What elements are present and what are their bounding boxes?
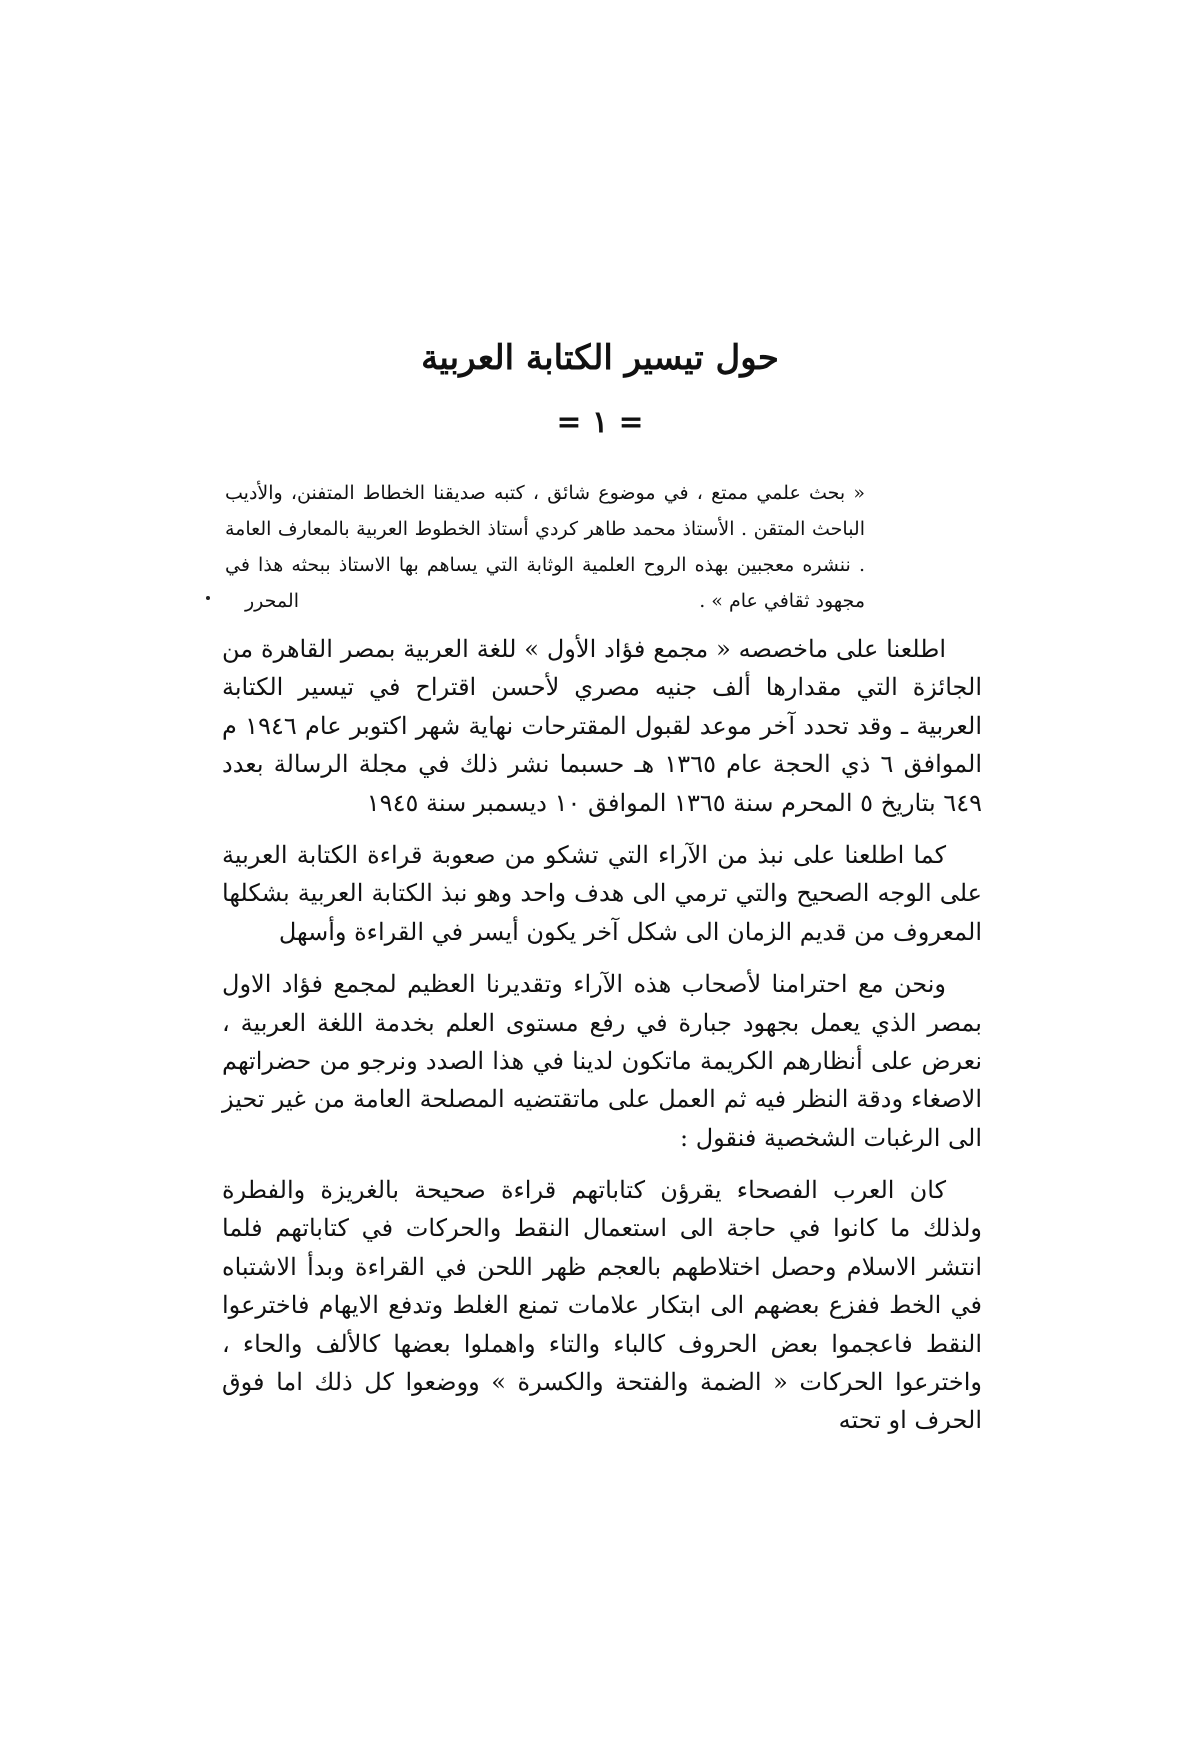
paragraph-3: ونحن مع احترامنا لأصحاب هذه الآراء وتقديرنا العظيم لمجمع فؤاد الاول بمصر الذي يعمل بجهود جبارة في رفع مستوى العلم بخدمة اللغة العربية ، نعرض على أنظارهم الكريمة ماتكون لدينا في هذا الصدد ونرجو من حضراتهم الاصغاء ودقة النظر فيه ثم العمل على ماتقتضيه المصلحة العامة من غير تحيز الى الرغبات الشخصية فنقول : <box>222 970 982 1152</box>
intro-text: « بحث علمي ممتع ، في موضوع شائق ، كتبه صديقنا الخطاط المتفنن، والأديب الباحث المتقن . الأستاذ محمد طاهر كردي أستاذ الخطوط العربية بالمعارف العامة . ننشره معجبين بهذه الروح العلمية الوثابة التي يساهم بها الاستاذ ببحثه هذا في مجهود ثقافي عام » . <box>225 482 865 612</box>
paragraph-2: كما اطلعنا على نبذ من الآراء التي تشكو من صعوبة قراءة الكتابة العربية على الوجه الصحيح والتي ترمي الى هدف واحد وهو نبذ الكتابة العربية بشكلها المعروف من قديم الزمان الى شكل آخر يكون أيسر في القراءة وأسهل <box>222 840 982 946</box>
margin-dot <box>206 596 210 600</box>
paragraph-4: كان العرب الفصحاء يقرؤن كتاباتهم قراءة صحيحة بالغريزة والفطرة ولذلك ما كانوا في حاجة الى استعمال النقط والحركات في كتاباتهم فلما انتشر الاسلام وحصل اختلاطهم بالعجم ظهر اللحن في القراءة وبدأ الاشتباه في الخط ففزع بعضهم الى ابتكار علامات تمنع الغلط وتدفع الايهام فاخترعوا النقط فاعجموا بعض الحروف كالباء والتاء واهملوا بعضها كالألف والحاء ، واخترعوا الحركات « الضمة والفتحة والكسرة » ووضعوا كل ذلك اما فوق الحرف او تحته <box>222 1176 982 1435</box>
part-number: = ١ = <box>556 405 644 440</box>
editor-intro <box>225 475 865 619</box>
editor-signature: المحرر <box>245 590 299 612</box>
paragraph-1: اطلعنا على ماخصصه « مجمع فؤاد الأول » للغة العربية بمصر القاهرة من الجائزة التي مقدارها ألف جنيه مصري لأحسن اقتراح في تيسير الكتابة العربية ـ وقد تحدد آخر موعد لقبول المقترحات نهاية شهر اكتوبر عام ١٩٤٦ م الموافق ٦ ذي الحجة عام ١٣٦٥ هـ حسبما نشر ذلك في مجلة الرسالة بعدد ٦٤٩ بتاريخ ٥ المحرم سنة ١٣٦٥ الموافق ١٠ ديسمبر سنة ١٩٤٥ <box>222 635 983 817</box>
article-title: حول تيسير الكتابة العربية <box>421 338 779 378</box>
article-body <box>222 630 982 1454</box>
